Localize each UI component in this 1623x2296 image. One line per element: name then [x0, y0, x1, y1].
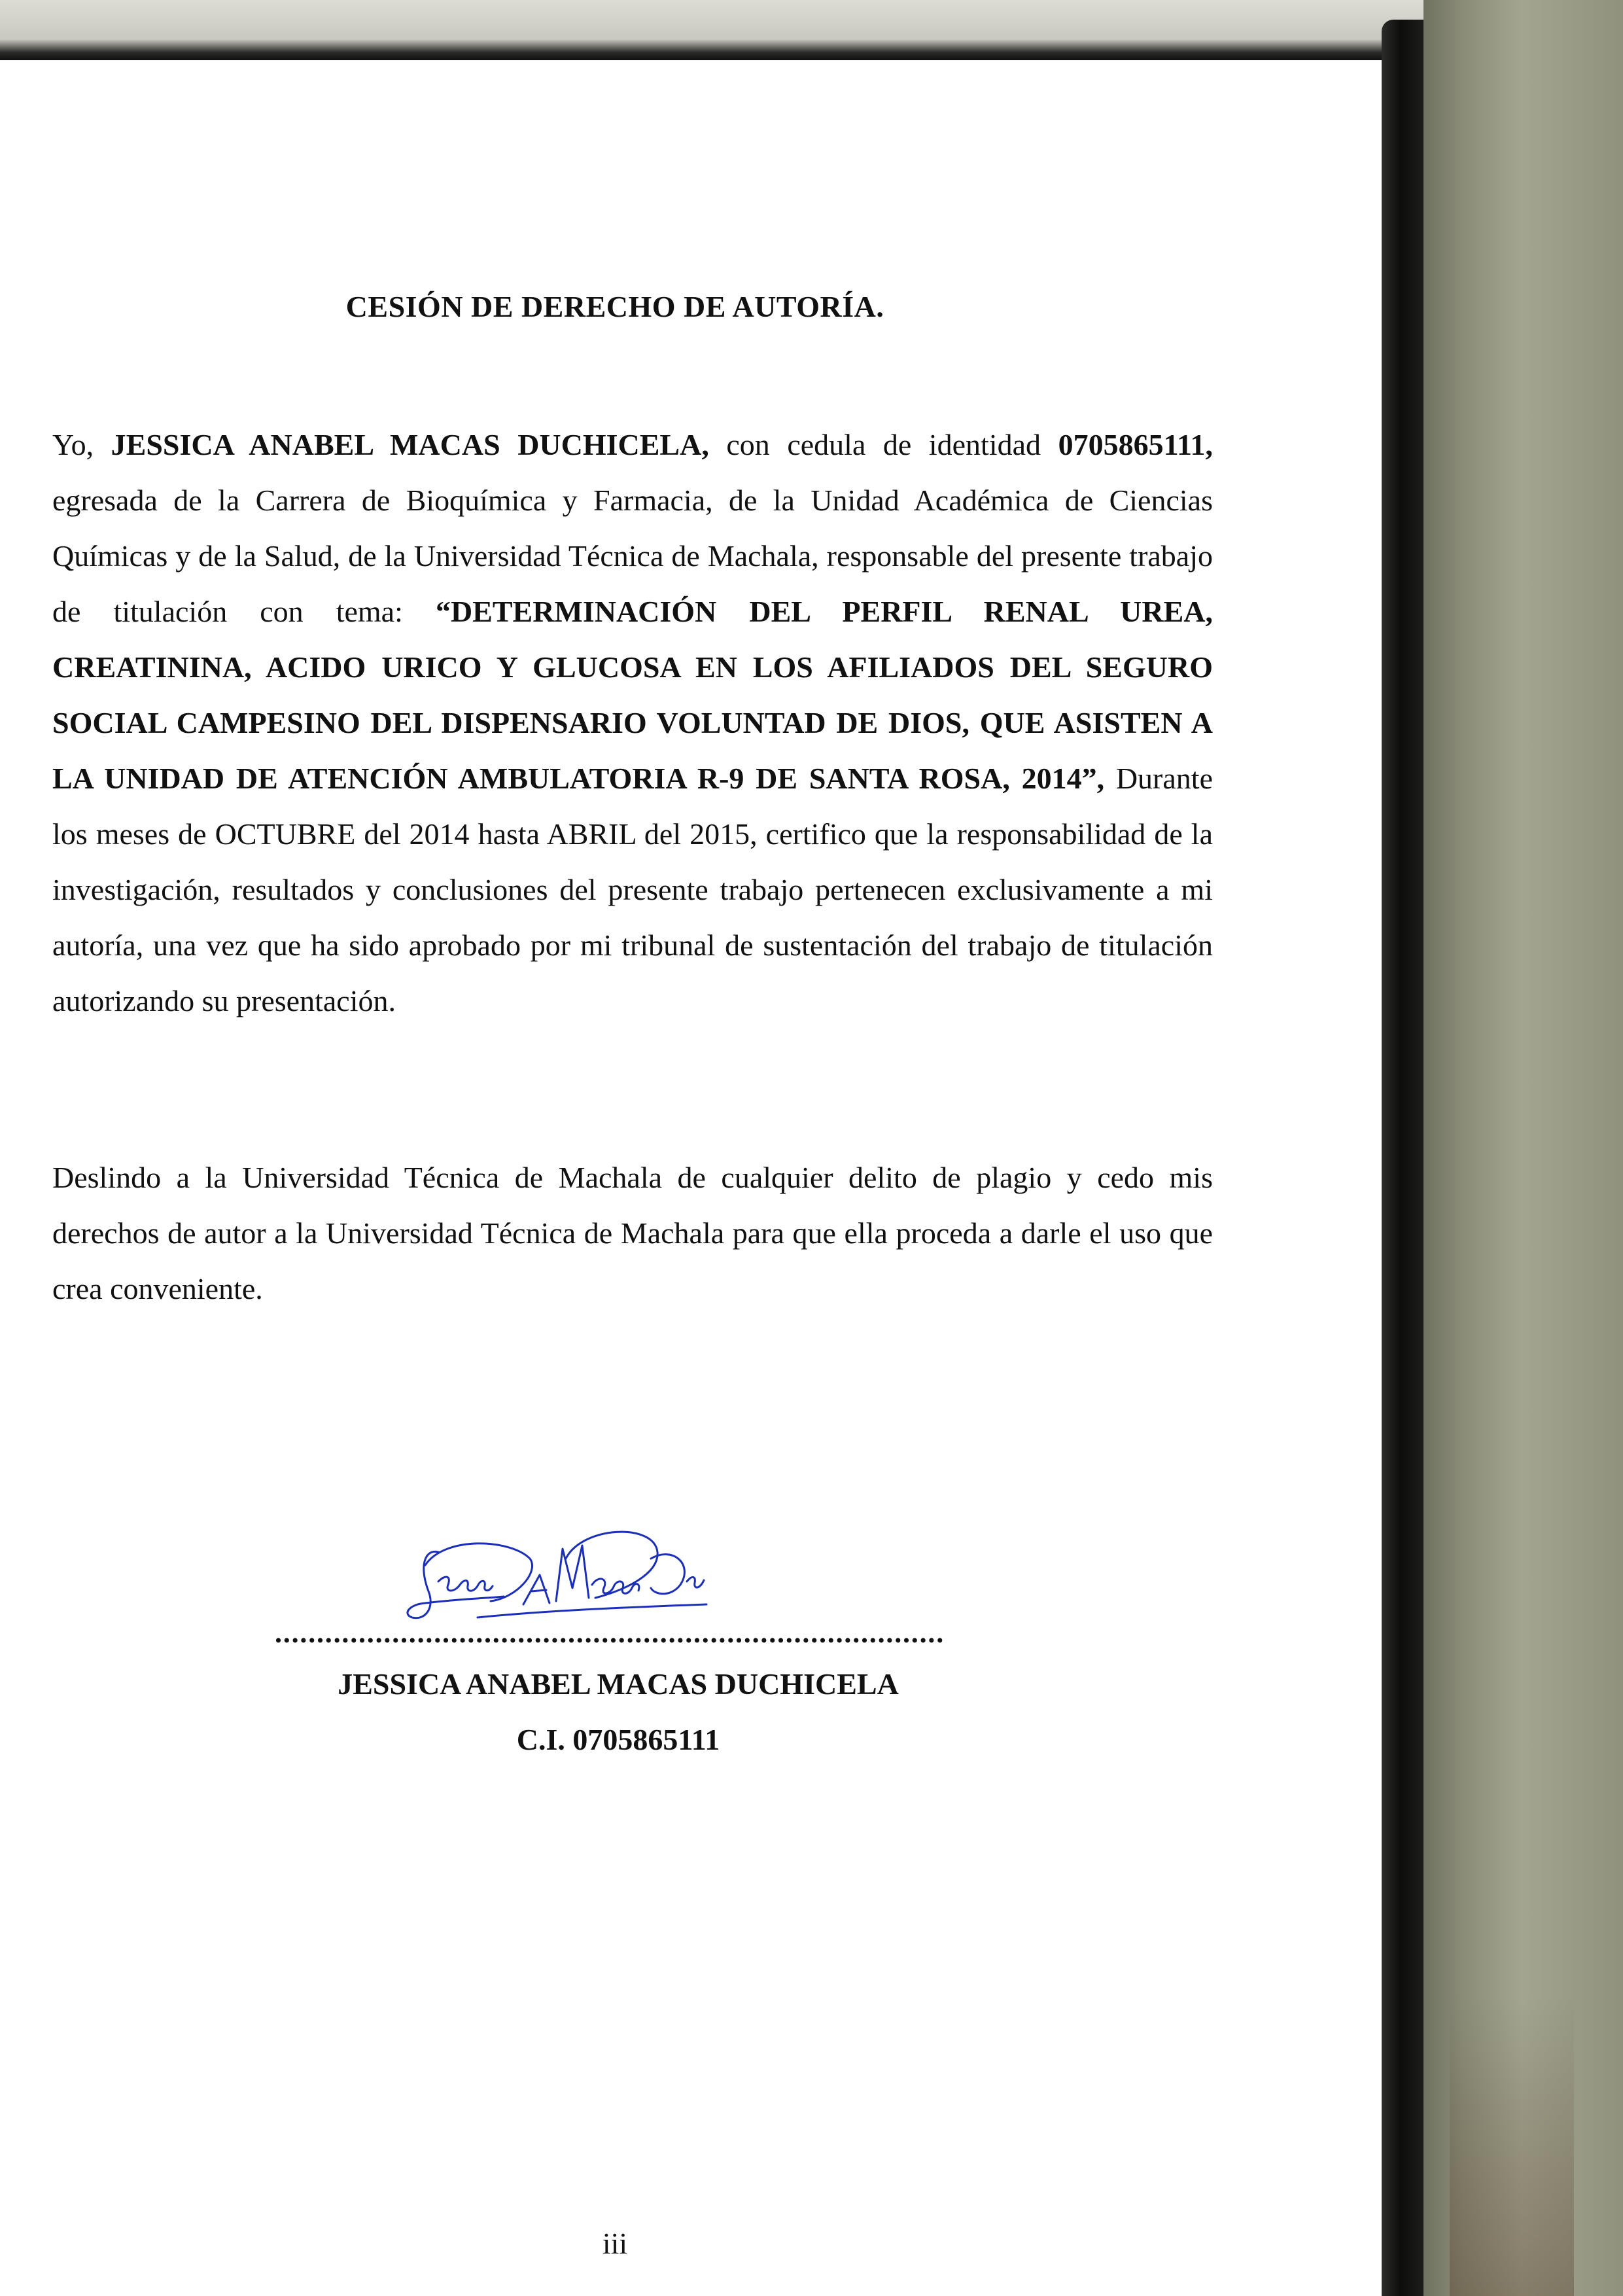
paragraph-text: con cedula de identidad — [708, 428, 1058, 461]
binder-edge — [1382, 20, 1423, 2296]
signature-line: ................................................................................ — [275, 1619, 945, 1648]
paragraph-text: Yo, — [52, 428, 111, 461]
page-number: iii — [602, 2227, 628, 2260]
document-page — [0, 60, 1382, 2296]
signatory-id: C.I. 0705865111 — [516, 1723, 720, 1756]
scan-background — [1423, 0, 1623, 2296]
id-number: 0705865111, — [1058, 428, 1213, 461]
document-title: CESIÓN DE DERECHO DE AUTORÍA. — [345, 290, 884, 323]
author-name: JESSICA ANABEL MACAS DUCHICELA, — [111, 428, 709, 461]
scan-top-band — [0, 0, 1623, 60]
declaration-paragraph — [52, 417, 1213, 1029]
thesis-topic: “DETERMINACIÓN DEL PERFIL RENAL UREA, CREATININA, ACIDO URICO Y GLUCOSA EN LOS AFILIADOS DEL SEGURO SOCIAL CAMPESINO DEL DISPENSARIO VOLUNTAD DE DIOS, QUE ASISTEN A LA UNIDAD DE ATENCIÓN AMBULATORIA R-9 DE SANTA ROSA, 2014”, — [52, 595, 1213, 795]
signatory-name: JESSICA ANABEL MACAS DUCHICELA — [338, 1667, 899, 1701]
paragraph-text: Durante los meses de OCTUBRE del 2014 hasta ABRIL del 2015, certifico que la responsabilidad de la investigación, resultados y conclusiones del presente trabajo pertenecen exclusivamente a mi autoría, una vez que ha sido aprobado por mi tribunal de sustentación del trabajo de titulación autorizando su presentación. — [52, 762, 1213, 1017]
disclaimer-paragraph: Deslindo a la Universidad Técnica de Machala de cualquier delito de plagio y cedo mis derechos de autor a la Universidad Técnica de Machala para que ella proceda a darle el uso que crea conveniente. — [52, 1161, 1213, 1305]
paragraph-text: egresada de la Carrera de Bioquímica y Farmacia, de la Unidad Académica de Ciencias Químicas y de la Salud, de la Universidad Técnica de Machala, responsable del presente trabajo de titulación con tema: — [52, 484, 1213, 628]
handwritten-signature — [399, 1519, 713, 1631]
scan-background-stain — [1450, 1996, 1574, 2296]
